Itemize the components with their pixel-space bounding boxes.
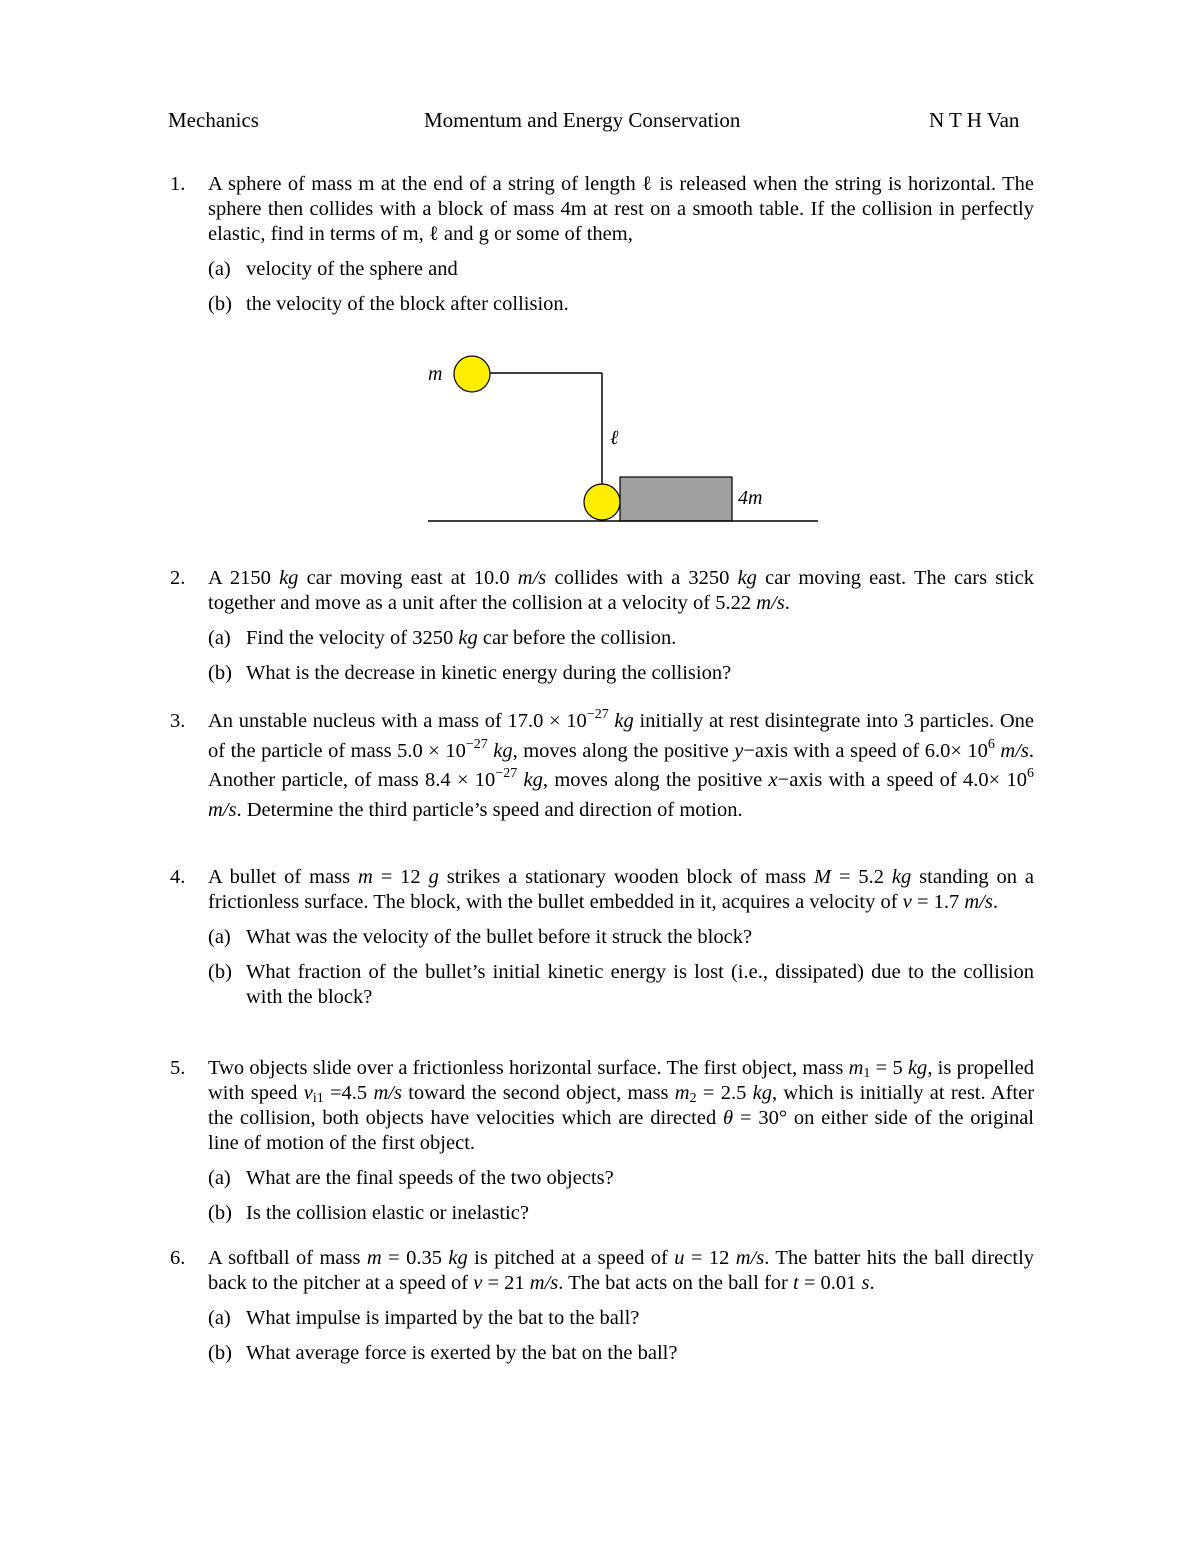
problem-4 [170,865,1034,1010]
subquestion-b [208,1341,1034,1366]
problem-3 [170,707,1034,825]
problem-text: An unstable nucleus with a mass of $17.0 \times 10^{-27}$ kg initially at rest disintegrate into 3 particles. One of the particle of mass $5.0 \times 10^{-27}$ kg, moves along the positive y−axis with a speed of $6.0\times 10^6$ m/s. Another particle, of mass $8.4 \times 10^{-27}$ kg, moves along the positive x−axis with a speed of $4.0\times 10^6$ m/s. Determine the third particle’s speed and direction of motion. [208,707,1034,821]
sphere-initial [454,356,490,392]
subquestion-text: Find the velocity of 3250 kg car before the collision. [246,627,677,649]
subquestion-text: the velocity of the block after collision. [246,293,569,315]
subquestion-label: (a) [208,1307,231,1329]
problem-text: Two objects slide over a frictionless horizontal surface. The first object, mass $m_1 = 5$ kg, is propelled with speed $v_{i1} =4.5$ m/s toward the second object, mass $m_2 = 2.5$ kg, which is initially at rest. After the collision, both objects have velocities which are directed θ = 30° on either side of the original line of motion of the first object. [208,1057,1035,1154]
problem-number: 5. [170,1057,186,1079]
problem-text: A sphere of mass m at the end of a string of length ℓ is released when the string is horizontal. The sphere then collides with a block of mass 4m at rest on a smooth table. If the collision in perfectly elastic, find in terms of m, ℓ and g or some of them, [208,173,1034,245]
subquestion-label: (a) [208,627,231,649]
subquestion-label: (a) [208,258,231,280]
block-label: 4m [738,487,763,509]
problem-number: 2. [170,567,186,589]
subquestion-label: (a) [208,926,231,948]
subquestion-a [208,1306,1034,1331]
sphere-label: m [428,363,443,385]
subquestion-a [208,626,1034,651]
subquestion-text: What impulse is imparted by the bat to the ball? [246,1307,640,1329]
subquestion-b [208,661,1034,686]
subquestion-text: What are the final speeds of the two objects? [246,1167,614,1189]
problem-text: A softball of mass m = 0.35 kg is pitched at a speed of u = 12 m/s. The batter hits the ball directly back to the pitcher at a speed of v = 21 m/s. The bat acts on the ball for t = 0.01 s. [208,1247,1035,1294]
subquestion-b [208,960,1034,1010]
problem-2 [170,566,1034,686]
problem-6 [170,1246,1034,1366]
subquestion-label: (b) [208,961,232,983]
subquestion-text: Is the collision elastic or inelastic? [246,1202,529,1224]
problem-text: A bullet of mass m = 12 g strikes a stationary wooden block of mass M = 5.2 kg standing on a frictionless surface. The block, with the bullet embedded in it, acquires a velocity of v = 1.7 m/s. [208,866,1035,913]
problem-number: 4. [170,866,186,888]
subquestion-a [208,925,1034,950]
subquestion-text: What was the velocity of the bullet before it struck the block? [246,926,753,948]
subquestion-a [208,1166,1034,1191]
subquestion-label: (b) [208,1202,232,1224]
subquestion-text: What average force is exerted by the bat on the ball? [246,1342,678,1364]
problem-text: A 2150 kg car moving east at 10.0 m/s collides with a 3250 kg car moving east. The cars stick together and move as a unit after the collision at a velocity of 5.22 m/s. [208,567,1034,614]
header-title: Momentum and Energy Conservation [424,108,741,132]
subquestion-text: What fraction of the bullet’s initial kinetic energy is lost (i.e., dissipated) due to the collision with the block? [246,961,1034,1008]
header-subject: Mechanics [168,108,259,132]
subquestion-b [208,1201,1034,1226]
subquestion-label: (b) [208,293,232,315]
problem-5 [170,1056,1034,1226]
subquestion-label: (a) [208,1167,231,1189]
subquestion-label: (b) [208,662,232,684]
problem-number: 1. [170,173,186,195]
sphere-final [584,484,620,520]
problem-number: 3. [170,710,186,732]
block [620,477,732,521]
subquestion-text: What is the decrease in kinetic energy during the collision? [246,662,732,684]
subquestion-text: velocity of the sphere and [246,258,458,280]
header-author: N T H Van [929,108,1020,132]
string-length-label: ℓ [610,427,619,449]
subquestion-label: (b) [208,1342,232,1364]
problem-number: 6. [170,1247,186,1269]
